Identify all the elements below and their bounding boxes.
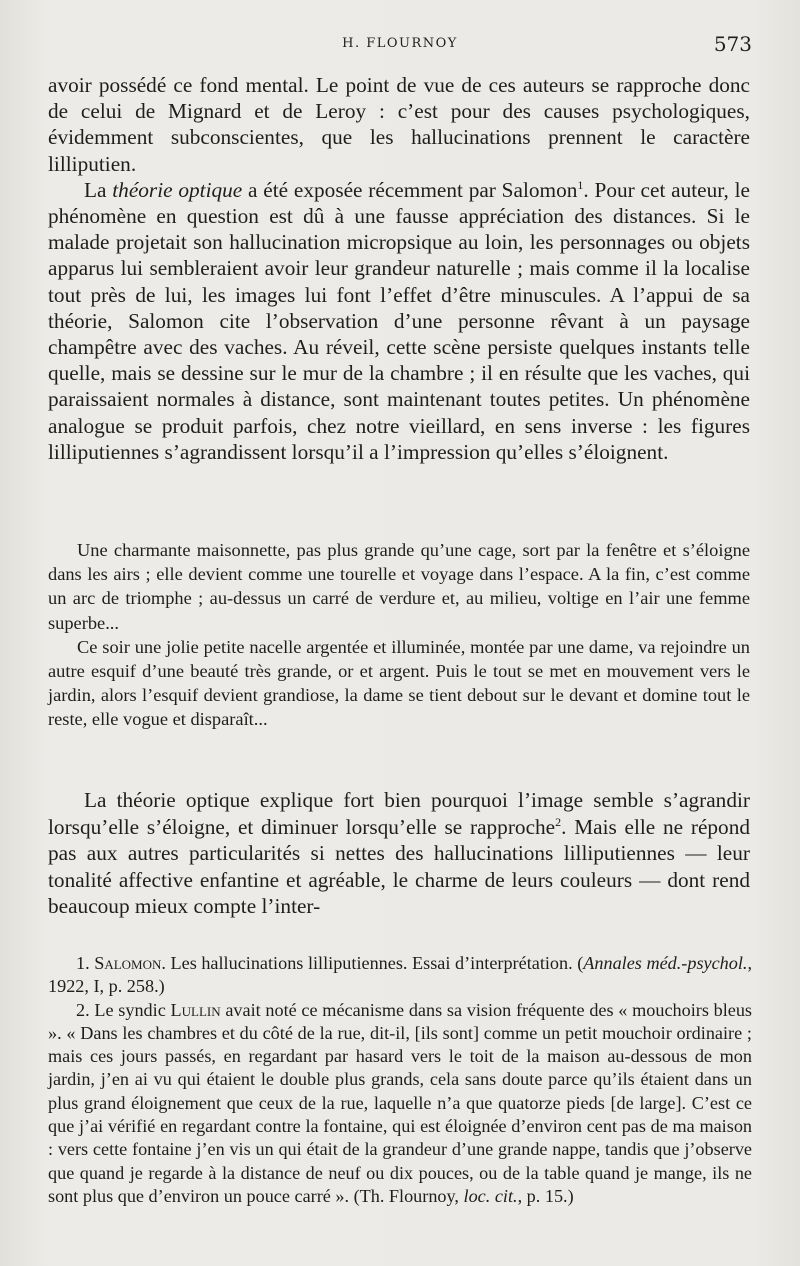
- footnote-2: [48, 999, 752, 1209]
- page-number: 573: [713, 32, 752, 56]
- paragraph-2: [48, 177, 750, 465]
- fn2-number: 2.: [76, 999, 95, 1020]
- footnote-ref-1: 1: [577, 177, 584, 192]
- fn1-number: 1.: [76, 953, 95, 973]
- p2-mid: a été exposée récemment par Salomon: [242, 177, 578, 202]
- p2-intro: La: [84, 177, 113, 202]
- paragraph-3: [48, 787, 750, 920]
- fn1-journal: Annales méd.-psychol.: [583, 953, 748, 973]
- quote-paragraph-2: Ce soir une jolie petite nacelle argentée et illuminée, montée par une dame, va rejoindre un autre esquif d’une beauté très grande, or et argent. Puis le tout se met en mouvement vers le jardin, alors l’esquif devient grandiose, la dame se tient debout sur le devant et domine tout le reste, elle vogue et disparaît...: [48, 636, 750, 730]
- footnotes: [48, 952, 752, 1208]
- fn2-end: , p. 15.): [517, 1185, 574, 1206]
- main-text-continued: [48, 787, 750, 920]
- fn1-text: . Les hallucinations lilliputiennes. Essai d’interprétation. (: [161, 953, 584, 973]
- p2-italic-term: théorie optique: [112, 177, 243, 202]
- p3-rest: . Mais elle ne répond pas aux autres particularités si nettes des hallucinations lilliputiennes — leur tonalité affective enfantine et agréable, le charme de leurs couleurs — dont rend beaucoup mieux compte l’inter-: [48, 814, 750, 919]
- block-quote: [48, 538, 750, 732]
- fn2-name: Lullin: [170, 999, 221, 1020]
- running-head: H. FLOURNOY: [342, 36, 458, 51]
- fn2-text: avait noté ce mécanisme dans sa vision fréquente des « mouchoirs bleus ». « Dans les chambres et du côté de la rue, dit-il, [ils sont] comme un petit mouchoir ordinaire ; mais ces jours passés, en regardant par hasard vers le toit de la maison au-dessous de mon jardin, j’en ai vu qui étaient le double plus grands, cela sans doute parce qu’ils étaient dans un plus grand éloignement que ceux de la rue, laquelle n’a que quatorze pieds [de large]. C’est ce que j’ai vérifié en regardant contre la fontaine, qui est éloignée d’environ cent pas de ma maison : vers cette fontaine j’en vis un qui était de la grandeur d’une grande nappe, tandis que j’observe que quand je regarde à la distance de neuf ou dix pouces, ou de la table quand je mange, ils ne sont plus que d’environ un pouce carré ». (Th. Flournoy,: [48, 999, 753, 1206]
- p2-rest: . Pour cet auteur, le phénomène en question est dû à une fausse appréciation des distances. Si le malade projetait son hallucination micropsique au loin, les personnages ou objets apparus lui sembleraient avoir leur grandeur naturelle ; mais comme il la localise tout près de lui, les images lui font l’effet d’être minuscules. A l’appui de sa théorie, Salomon cite l’observation d’une personne rêvant à un paysage champêtre avec des vaches. Au réveil, cette scène persiste quelques instants telle quelle, mais se dessine sur le mur de la chambre ; il en résulte que les vaches, qui paraissaient normales à distance, sont maintenant toutes petites. Un phénomène analogue se produit parfois, chez notre vieillard, en sens inverse : les figures lilliputiennes s’agrandissent lorsqu’il a l’impression qu’elles s’éloignent.: [48, 177, 751, 464]
- fn2-loc: loc. cit.: [463, 1185, 518, 1206]
- paragraph-1: avoir possédé ce fond mental. Le point de vue de ces auteurs se rapproche donc de celui de Mignard et de Leroy : c’est pour des causes psychologiques, évidemment subconscientes, que les hallucinations prennent le caractère lilliputien.: [48, 73, 750, 176]
- fn1-ref: , 1922, I, p. 258.): [48, 953, 753, 997]
- quote-paragraph-1: Une charmante maisonnette, pas plus grande qu’une cage, sort par la fenêtre et s’éloigne dans les airs ; elle devient comme une tourelle et voyage dans l’espace. A la fin, c’est comme un arc de triomphe ; au-dessus un carré de verdure et, au milieu, voltige en l’air une femme superbe...: [48, 540, 750, 633]
- fn1-author: Salomon: [94, 953, 162, 973]
- main-text: [48, 72, 750, 465]
- page-header: [48, 32, 752, 62]
- p3-main: La théorie optique explique fort bien pourquoi l’image semble s’agrandir lorsqu’elle s’éloigne, et diminuer lorsqu’elle se rapproche: [48, 788, 750, 839]
- footnote-ref-2: 2: [555, 814, 562, 829]
- footnote-1: [48, 952, 752, 999]
- fn2-pre: Le syndic: [94, 999, 171, 1020]
